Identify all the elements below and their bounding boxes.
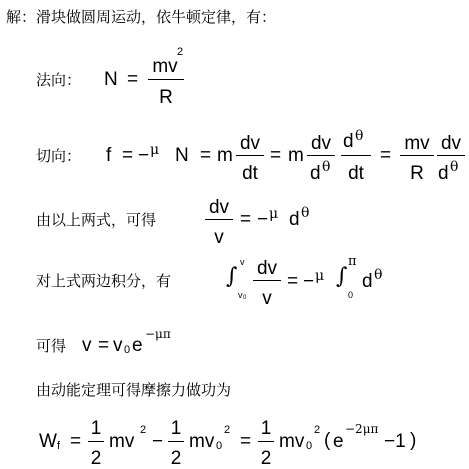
d-frac-bar xyxy=(205,219,233,220)
r-v: v xyxy=(82,335,92,356)
r-v0: v xyxy=(113,335,123,356)
w-frac1-bar xyxy=(88,441,104,442)
t-frac2-den-d: d xyxy=(310,163,321,184)
w-mv1: mv xyxy=(109,431,135,452)
w-minus: − xyxy=(152,431,164,452)
d-d: d xyxy=(289,209,300,230)
int1-sign: ∫ xyxy=(226,264,238,289)
w-frac3-bar xyxy=(258,441,274,442)
derive-label: 由以上两式，可得 xyxy=(36,211,157,229)
w-mv1-exp: 2 xyxy=(140,424,147,436)
i-d: d xyxy=(362,271,373,292)
w-eq2: = xyxy=(240,431,252,452)
t-frac5-num: dv xyxy=(440,133,462,154)
r-eq: = xyxy=(98,335,110,356)
w-minus-one: −1 xyxy=(384,431,406,452)
i-eq: = xyxy=(287,271,299,292)
w-mv3-exp: 2 xyxy=(314,424,321,436)
t-frac4-bar xyxy=(400,155,434,156)
w-eq1: = xyxy=(70,431,82,452)
w-sub-f: f xyxy=(57,440,61,452)
t-frac5-den-d: d xyxy=(438,163,449,184)
w-mv2: mv xyxy=(189,431,215,452)
d-theta: θ xyxy=(301,205,310,221)
t-eq2: = xyxy=(200,145,212,166)
t-eq3: = xyxy=(270,145,282,166)
i-minus: − xyxy=(303,271,315,292)
int1-lower: v xyxy=(238,290,243,300)
d-eq: = xyxy=(240,209,252,230)
w-frac2-bar xyxy=(168,441,184,442)
i-frac-bar xyxy=(253,280,281,281)
int2-lower: 0 xyxy=(348,290,354,300)
w-frac3-num: 1 xyxy=(260,418,272,439)
result-label: 可得 xyxy=(36,337,67,355)
t-eq1: = xyxy=(122,145,134,166)
t-frac5-bar xyxy=(437,155,465,156)
t-frac2-num: dv xyxy=(310,133,332,154)
t-frac3-num-theta: θ xyxy=(355,128,364,144)
i-frac-den: v xyxy=(262,288,272,309)
w-e: e xyxy=(333,431,344,452)
w-frac2-num: 1 xyxy=(170,418,182,439)
w-mv2-sub: 0 xyxy=(216,440,223,452)
t-m1: m xyxy=(217,145,233,166)
normal-label: 法向： xyxy=(36,71,82,89)
normal-den: R xyxy=(159,87,173,108)
d-minus: − xyxy=(257,209,269,230)
tangent-label: 切向： xyxy=(36,147,82,165)
t-minus: − xyxy=(138,145,150,166)
int1-lower-sub: 0 xyxy=(243,295,247,301)
t-frac1-den: dt xyxy=(242,163,258,184)
t-frac4-den: R xyxy=(410,163,424,184)
t-m2: m xyxy=(288,145,304,166)
t-frac5-den-theta: θ xyxy=(450,159,459,175)
int2-upper: π xyxy=(348,254,357,269)
d-frac-den: v xyxy=(214,227,224,248)
t-frac2-den-theta: θ xyxy=(322,159,331,175)
i-theta: θ xyxy=(374,267,383,283)
d-mu: μ xyxy=(269,206,279,222)
r-v0-sub: 0 xyxy=(124,344,131,356)
w-mv3: mv xyxy=(279,431,305,452)
r-exp: −μπ xyxy=(145,327,171,341)
normal-fraction-bar xyxy=(148,79,184,80)
t-frac3-den: dt xyxy=(348,163,364,184)
t-frac3-num-d: d xyxy=(343,131,354,152)
w-frac1-den: 2 xyxy=(90,448,102,469)
int2-sign: ∫ xyxy=(336,264,348,289)
w-lparen: ( xyxy=(324,430,331,451)
normal-N: N xyxy=(104,69,118,90)
d-frac-num: dv xyxy=(208,197,230,218)
work-label: 由动能定理可得摩擦力做功为 xyxy=(36,381,232,399)
w-rparen: ) xyxy=(410,430,417,451)
t-frac2-bar xyxy=(307,155,335,156)
normal-num: mv xyxy=(152,56,178,77)
i-frac-num: dv xyxy=(256,258,278,279)
t-N: N xyxy=(175,145,189,166)
w-mv3-sub: 0 xyxy=(306,440,313,452)
t-mu: μ xyxy=(150,142,160,158)
normal-exp: 2 xyxy=(177,46,184,58)
t-eq4: = xyxy=(380,145,392,166)
t-frac3-bar xyxy=(341,155,371,156)
int1-upper: v xyxy=(240,257,245,267)
intro-text: 解：滑块做圆周运动，依牛顿定律，有： xyxy=(6,8,277,26)
normal-eq: = xyxy=(127,69,139,90)
w-exp: −2μπ xyxy=(345,422,379,436)
w-frac1-num: 1 xyxy=(90,418,102,439)
w-frac3-den: 2 xyxy=(260,448,272,469)
t-frac1-num: dv xyxy=(239,133,261,154)
i-mu: μ xyxy=(315,268,325,284)
w-mv2-exp: 2 xyxy=(224,424,231,436)
r-e: e xyxy=(132,335,143,356)
t-frac1-bar xyxy=(236,155,264,156)
t-frac4-num: mv xyxy=(404,133,430,154)
w-W: W xyxy=(39,431,57,452)
w-frac2-den: 2 xyxy=(170,448,182,469)
integrate-label: 对上式两边积分，有 xyxy=(36,272,172,290)
t-f: f xyxy=(106,145,112,166)
